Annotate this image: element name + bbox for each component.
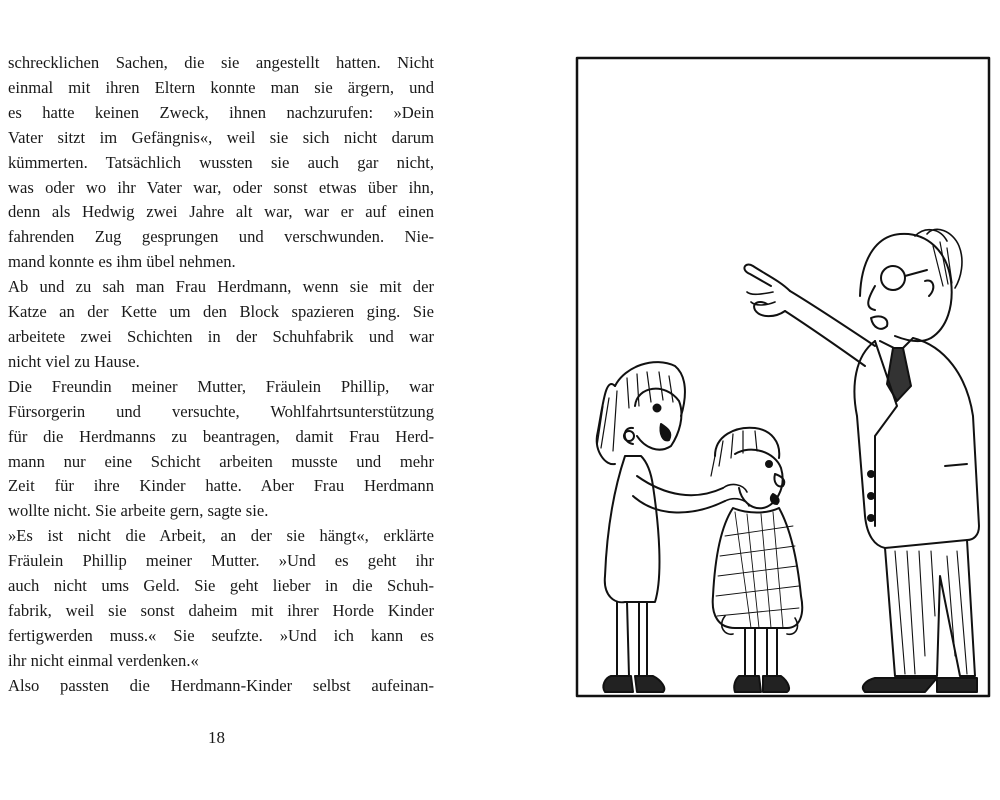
- girl-shoe-right: [635, 676, 664, 692]
- text-line: für die Herdmanns zu beantragen, damit Frau Herd-: [8, 426, 434, 446]
- girl-shoe-left: [603, 676, 633, 692]
- text-line: ihr nicht einmal verdenken.«: [8, 650, 199, 670]
- text-line: Zeit für ihre Kinder hatte. Aber Frau Herdmann: [8, 476, 434, 496]
- boy-shoe-left: [734, 676, 761, 692]
- text-line: schrecklichen Sachen, die sie angestellt hatten. Nicht: [8, 53, 434, 72]
- text-line: mand konnte es ihm übel nehmen.: [8, 252, 236, 272]
- illustration-frame: [577, 58, 989, 696]
- man-figure: [744, 229, 979, 692]
- text-line: wollte nicht. Sie arbeite gern, sagte sie.: [8, 501, 269, 521]
- text-line: denn als Hedwig zwei Jahre alt war, war er auf einen: [8, 202, 434, 222]
- boy-figure: [711, 428, 802, 692]
- text-line: Die Freundin meiner Mutter, Fräulein Phillip, war: [8, 376, 434, 396]
- page-number: 18: [208, 728, 225, 747]
- text-line: was oder wo ihr Vater war, oder sonst etwas über ihn,: [8, 177, 434, 197]
- text-line: Also passten die Herdmann-Kinder selbst aufeinan-: [8, 675, 434, 695]
- man-shoe-left: [863, 678, 937, 692]
- text-line: kümmerten. Tatsächlich wussten sie auch gar nicht,: [8, 152, 434, 172]
- text-line: Vater sitzt im Gefängnis«, weil sie sich nicht darum: [8, 127, 434, 147]
- text-line: »Es ist nicht die Arbeit, an der sie hängt«, erklärte: [8, 526, 434, 546]
- text-line: Ab und zu sah man Frau Herdmann, wenn sie mit der: [8, 277, 434, 297]
- text-line: Katze an der Kette um den Block spazieren ging. Sie: [8, 302, 434, 322]
- text-line: fertigwerden muss.« Sie seufzte. »Und ich kann es: [8, 625, 434, 645]
- illustration: [575, 56, 991, 698]
- text-line: mann nur eine Schicht arbeiten musste und mehr: [8, 451, 434, 471]
- text-line: fahrenden Zug gesprungen und verschwunden. Nie-: [8, 227, 434, 247]
- girl-figure: [597, 362, 725, 692]
- text-line: es hatte keinen Zweck, ihnen nachzurufen: »Dein: [8, 102, 434, 122]
- text-line: einmal mit ihren Eltern konnte man sie ärgern, und: [8, 77, 434, 97]
- text-line: auch nicht ums Geld. Sie geht lieber in die Schuh-: [8, 576, 434, 596]
- man-shoe-right: [937, 678, 977, 692]
- page-text: [8, 51, 434, 699]
- text-line: arbeitete zwei Schichten in der Schuhfabrik und war: [8, 326, 434, 346]
- text-line: nicht viel zu Hause.: [8, 351, 140, 371]
- text-line: Fräulein Phillip meiner Mutter. »Und es geht ihr: [8, 551, 434, 571]
- text-line: fabrik, weil sie sonst daheim mit ihrer Horde Kinder: [8, 600, 434, 620]
- man-tie: [887, 348, 911, 401]
- boy-shoe-right: [763, 676, 789, 692]
- text-line: Fürsorgerin und versuchte, Wohlfahrtsunterstützung: [8, 401, 434, 421]
